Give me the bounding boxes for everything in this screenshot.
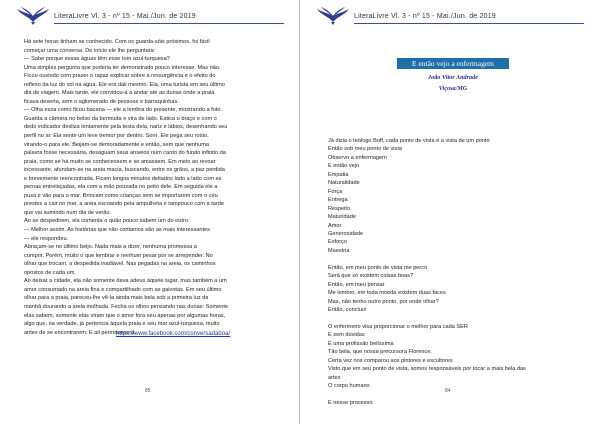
story-line: Ao se despedirem, ela comenta o quão pouco sabem um do outro. (24, 218, 190, 225)
poem-line (328, 315, 588, 323)
poem-line: O corpo humano (328, 383, 370, 390)
story-text (24, 38, 282, 337)
poem-line: Naturalidade (328, 180, 360, 187)
poem-line: E sem dúvidas (328, 332, 365, 339)
poem-line: Mas, não tenho outro ponto, por onde olhar? (328, 298, 439, 305)
story-line: Abraçam-se no último beijo. Nada mais a dizer, nenhuma promessa a (24, 244, 197, 251)
story-line: puxa e vão para o mar. Brincam como crianças sem se importarem com o céu (24, 192, 218, 199)
story-line: elas sabem, somente elas viram que o amor fora seu apenas por algumas horas, (24, 312, 226, 319)
poem-line: Amor (328, 222, 342, 229)
page-number-right: 84 (445, 388, 451, 394)
poem-line: Tão bela, que nossa precursora Florence, (328, 349, 432, 356)
story-line: Guarda a câmera no bolso da bermuda e vira de lado. Estica o braço e com o (24, 115, 217, 122)
story-line: prestes a cair no mar, a areia escoando pela ampulheta e tampouco com a tarde (24, 201, 224, 208)
poem-line: E então vejo (328, 163, 360, 170)
story-line: opostos de cada um. (24, 269, 76, 276)
poem-line: É uma profissão belíssima (328, 340, 394, 347)
header-rule (54, 23, 284, 24)
story-line: algo que, na verdade, já pertencia àquela praia e seu mar azul-turquesa, muito (24, 321, 220, 328)
journal-header: LiteraLivre Vl. 3 - nº 15 - Mai./Jun. de 2019 (354, 13, 496, 20)
poem-line (328, 255, 588, 263)
story-line: olhar para a praia, pareceu-lhe vê-la ainda mais bela sob a primeira luz da (24, 295, 209, 302)
poem-line: artes (328, 374, 341, 381)
story-line: palavra fosse necessária, desaguam seus anseios num canto do fundo infinito da (24, 150, 226, 157)
poem-line: Esforço (328, 239, 347, 246)
poem-line: E nesse processo (328, 400, 373, 406)
poem-line: Então, concluo! (328, 307, 367, 314)
poem-line: Força (328, 188, 343, 195)
poem-line: Entrega (328, 197, 348, 204)
story-line: dia de viagem. Mais tarde, ele convidou-a a andar até as dunas onde a praia (24, 90, 215, 97)
poem-line: Respeito (328, 205, 351, 212)
story-line: começar uma conversa. De início ele lhe perguntara: (24, 47, 156, 54)
poem-line: Então, em meu pensar (328, 281, 385, 288)
poem-location: Viçosa/MG (438, 85, 468, 92)
poem-line: Generosidade (328, 230, 364, 237)
poem-line: O enfermeiro visa proporcionar o melhor para cada SER (328, 323, 468, 330)
header-rule (354, 23, 584, 24)
story-line: antes de se encontrarem. E ali permanecerá. (24, 329, 136, 336)
story-line: virando-o para ele. Beijam-se demoradamente e então, sem que nenhuma (24, 141, 210, 148)
story-line: ficava deserta, sem o aglomerado de pessoas e barraquinhas. (24, 98, 179, 105)
facebook-link[interactable]: https://www.facebook.com/conversadaboa/ (116, 331, 231, 337)
poem-line: Me lembro, em toda moeda existem duas faces (328, 290, 446, 297)
right-header (300, 4, 600, 28)
story-line: amor consumado na areia fina e compartilhado com as gaivotas. Em seu último (24, 286, 222, 293)
poem-line: Empatia (328, 171, 349, 178)
story-line: que vai sumindo num dia de verão. (24, 209, 112, 216)
poem-author: João Vitor Andrade (428, 74, 478, 81)
story-line: e brevemente reencontrada. Ficam longos minutos deitados lado a lado com as (24, 175, 222, 182)
story-line: perfil no ar. Ela sente um leve tremor por dentro. Sorri. Ele pega seu rosto, (24, 133, 209, 140)
poem-line: Visto que em seu ponto de vista, somos responsáveis por tocar a mais bela das (328, 366, 526, 373)
poem-line (328, 391, 588, 399)
poem-title: E então vejo a enfermagem (397, 58, 509, 69)
right-page (300, 0, 600, 424)
poem-line: Certa vez nos comparou aos pintores e escultores (328, 357, 453, 364)
story-line: Ficou ouvindo com prazer o rapaz explicar sobre a ressurgência e o efeito do (24, 73, 216, 80)
story-line: praia, como se há muito se conhecessem e se amassem. Em meio ao revoar (24, 158, 216, 165)
story-line: olhar que trocam, a despedida inadiável. Nas pegadas na areia, os caminhos (24, 261, 216, 268)
story-line: Ao deixar a cidade, ela não somente dava adeus àquele lugar, mas também a um (24, 278, 227, 285)
left-header (0, 4, 300, 28)
journal-header: LiteraLivre Vl. 3 - nº 15 - Mai./Jun. de 2019 (54, 13, 196, 20)
story-line: reflexo da luz do sol na água. Ele era dali mesmo. Ela, uma turista em seu último (24, 81, 225, 88)
story-line: — ele respondeu. (24, 235, 69, 242)
story-line: manhã dourando a areia molhada. Fecha os olhos pensando nas dunas: Somente (24, 303, 229, 310)
poem-line: Então, em meu ponto de vista me perco (328, 264, 428, 271)
story-line: Uma simples pergunta que poderia ter demonstrado pouco interesse. Mas não. (24, 64, 221, 71)
bird-logo-icon (316, 6, 350, 26)
poem-line: Já dizia o teólogo Boff, cada ponto de vista é a vista de um ponto (328, 138, 490, 144)
poem-line: Será que só existem coisas boas? (328, 273, 414, 280)
story-line: — Sabe porque essas águas têm esse tom azul-turquesa? (24, 56, 170, 63)
story-line: pernas entrelaçadas, ela com a mão pousada no peito dele. Em seguida ele a (24, 184, 218, 191)
poem-line: Maturidade (328, 214, 356, 221)
story-line: — Olha essa como ficou bacana — ele a lembra do presente, mostrando a foto. (24, 107, 223, 114)
bird-logo-icon (16, 6, 50, 26)
story-line: — Melhor assim. As histórias que não contamos são as mais interessantes (24, 227, 210, 234)
story-line: incessante, afundam-se na areia macia, buscando, entre os grãos, a paz perdida (24, 167, 225, 174)
story-line: Há sete horas tinham se conhecido. Com os guarda-sóis próximos, foi fácil (24, 39, 210, 45)
poem-line: Observo a enfermagem (328, 154, 387, 161)
poem-text (328, 137, 588, 407)
poem-line: Maestria (328, 247, 350, 254)
story-line: dedo indicador desliza lentamente pela testa dela, nariz e lábios, desenhando seu (24, 124, 228, 131)
poem-line: Então sob meu ponto de vista (328, 146, 403, 153)
story-line: cumprir. Porém, muito o que lembrar e nenhum pesar por se arrepender. No (24, 252, 213, 259)
page-number-left: 85 (145, 388, 151, 394)
